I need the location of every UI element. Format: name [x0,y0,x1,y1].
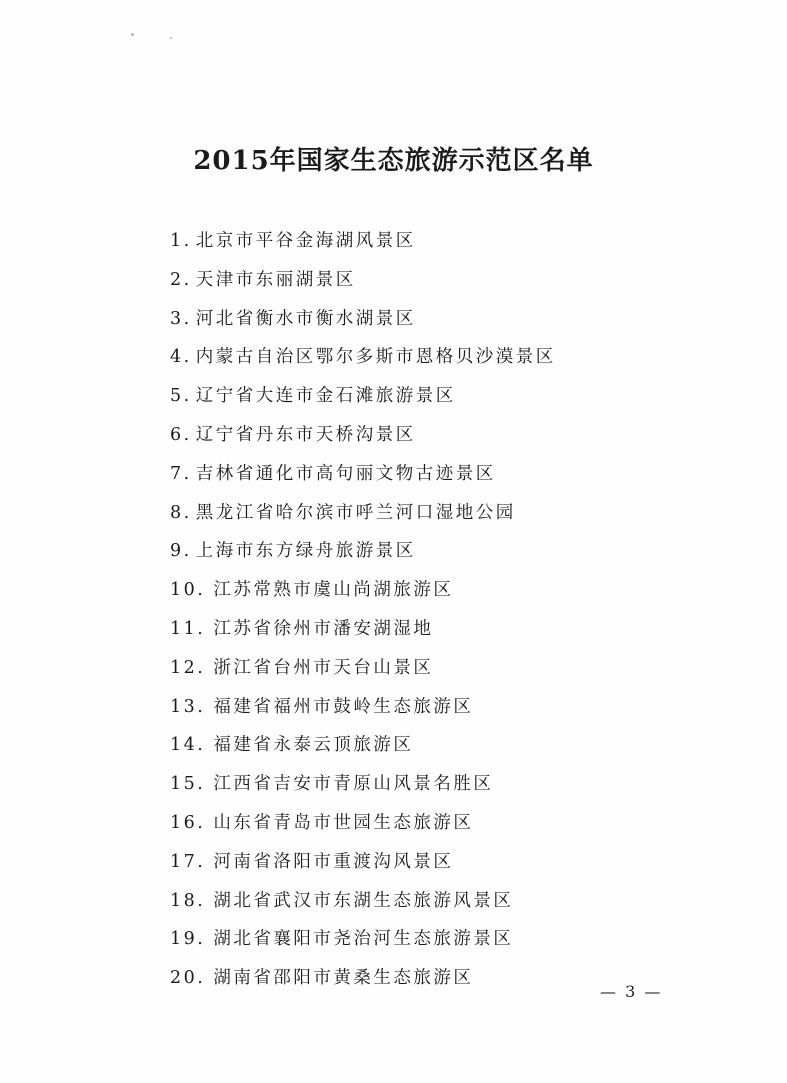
list-item [170,455,556,494]
item-number: 9. [170,541,192,562]
list-item [170,765,556,804]
item-text: 北京市平谷金海湖风景区 [195,231,416,251]
item-number: 15. [170,774,206,795]
item-number: 6. [170,424,192,445]
scan-speck [170,37,172,39]
item-text: 吉林省通化市高句丽文物古迹景区 [195,463,496,484]
list-item [170,532,556,571]
item-text: 江西省吉安市青原山风景名胜区 [213,774,494,795]
item-text: 浙江省台州市天台山景区 [213,657,434,678]
list-item [170,959,556,998]
item-text: 黑龙江省哈尔滨市呼兰河口湿地公园 [195,502,516,523]
item-text: 天津市东丽湖景区 [195,269,356,290]
item-number: 1. [170,231,192,251]
item-text: 福建省福州市鼓岭生态旅游区 [213,696,474,717]
item-number: 19. [170,929,206,950]
item-number: 10. [170,580,206,601]
list-item [170,300,556,339]
item-text: 福建省永泰云顶旅游区 [213,735,414,756]
item-number: 14. [170,735,206,756]
list-item [170,338,556,377]
list-item [170,649,556,688]
item-text: 内蒙古自治区鄂尔多斯市恩格贝沙漠景区 [195,347,556,368]
list-item [170,261,556,300]
item-number: 11. [170,618,206,639]
scan-speck [131,33,134,36]
list-item [170,610,556,649]
item-text: 辽宁省大连市金石滩旅游景区 [195,386,456,407]
list-item [170,494,556,533]
item-number: 7. [170,463,192,484]
item-text: 江苏常熟市虞山尚湖旅游区 [213,580,454,601]
item-text: 江苏省徐州市潘安湖湿地 [213,618,434,639]
document-title: 2015年国家生态旅游示范区名单 [193,146,594,176]
list-item [170,920,556,959]
list-item [170,416,556,455]
item-text: 湖北省武汉市东湖生态旅游风景区 [213,890,514,911]
list-item [170,222,556,261]
item-text: 湖南省邵阳市黄桑生态旅游区 [213,968,474,989]
scenic-area-list [170,222,556,998]
list-item [170,377,556,416]
item-text: 山东省青岛市世园生态旅游区 [213,812,474,833]
item-number: 13. [170,696,206,717]
list-item [170,688,556,727]
item-number: 4. [170,347,192,368]
item-number: 8. [170,502,192,523]
item-number: 2. [170,269,192,290]
item-number: 16. [170,812,206,833]
item-text: 上海市东方绿舟旅游景区 [195,541,416,562]
list-item [170,882,556,921]
item-text: 河北省衡水市衡水湖景区 [195,308,416,329]
page-number: — 3 — [600,982,663,1001]
item-text: 湖北省襄阳市尧治河生态旅游景区 [213,929,514,950]
item-number: 5. [170,386,192,407]
item-number: 18. [170,890,206,911]
list-item [170,804,556,843]
item-number: 17. [170,851,206,872]
item-number: 3. [170,308,192,329]
list-item [170,843,556,882]
item-text: 辽宁省丹东市天桥沟景区 [195,424,416,445]
list-item [170,726,556,765]
item-number: 12. [170,657,206,678]
item-text: 河南省洛阳市重渡沟风景区 [213,851,454,872]
item-number: 20. [170,968,206,989]
list-item [170,571,556,610]
